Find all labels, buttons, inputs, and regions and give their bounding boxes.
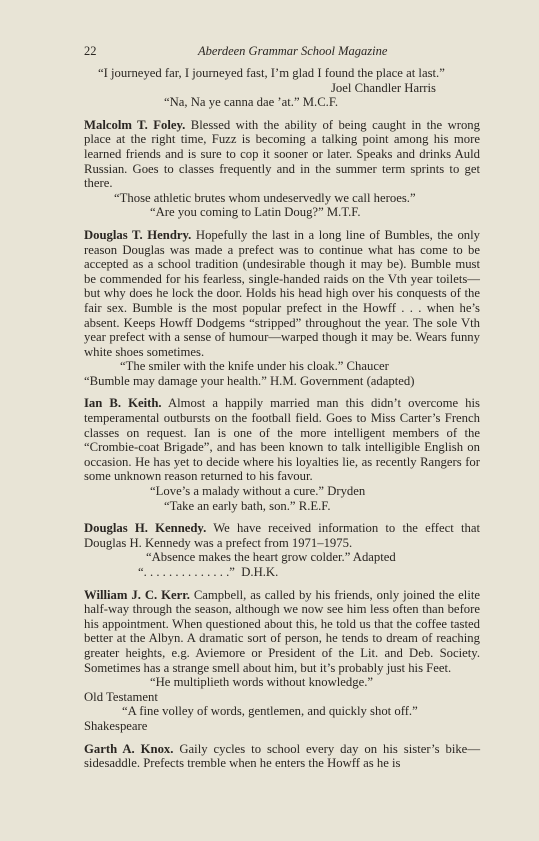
journal-title: Aberdeen Grammar School Magazine [198, 44, 388, 58]
entry-name: Douglas T. Hendry. [84, 227, 192, 242]
entry-text [84, 118, 480, 191]
entry-quote: “A fine volley of words, gentlemen, and quickly shot off.” [122, 704, 418, 719]
entry-text [84, 742, 480, 771]
entry-body: Campbell, as called by his friends, only joined the elite half-way through the season, although we now see him less often than before his appointment. When questioned about this, he told us that the coffee tasted better at the Albyn. A dramatic sort of person, he tends to dream of reaching greater heights, e.g. Aviemore or President of the Lit. and Deb. Society. Sometimes has a strange smell about him, but it’s probably just his Feet. [84, 587, 481, 675]
entry-kennedy [84, 521, 480, 579]
entry-quote-attribution: Old Testament [84, 689, 158, 704]
opening-quote-attribution: Joel Chandler Harris [331, 80, 436, 95]
opening-quote: “I journeyed far, I journeyed fast, I’m glad I found the place at last.” [98, 66, 445, 80]
entry-quote: “He multiplieth words without knowledge.” [150, 675, 374, 690]
page-number: 22 [84, 44, 97, 58]
entry-body: Gaily cycles to school every day on his sister’s bike—sidesaddle. Prefects tremble when he enters the Howff as he is [84, 741, 481, 771]
entry-name: William J. C. Kerr. [84, 587, 190, 602]
entry-quote: “Bumble may damage your health.” H.M. Government (adapted) [84, 373, 415, 388]
entry-text [84, 521, 480, 550]
entry-text [84, 228, 480, 359]
entry-quote: “. . . . . . . . . . . . . .” D.H.K. [138, 565, 279, 579]
running-head [84, 44, 480, 62]
entry-keith [84, 396, 480, 513]
entry-name: Ian B. Keith. [84, 396, 162, 411]
entry-quote: “The smiler with the knife under his cloak.” Chaucer [120, 359, 389, 374]
entry-body: We have received information to the effect that Douglas H. Kennedy was a prefect from 1971–1975. [84, 521, 480, 550]
entry-quote-attribution: Shakespeare [84, 718, 148, 733]
text-column [84, 44, 480, 771]
entry-knox [84, 742, 480, 771]
entry-body: Hopefully the last in a long line of Bumbles, the only reason Douglas was made a prefect was to continue what has come to be accepted as a school tradition (undesirable though it may be). Bumble must be commended for his fearless, single-handed raids on the Vth year toilets—but why does he lock the door. Holds his head high over his conquests of the fair sex. Bumble is the most popular prefect in the Howff . . . when he’s absent. Keeps Howff Dodgems “stripped” throughout the year. The sole Vth year prefect with a sense of humour—warped though it may be. Wears funny white shoes sometimes. [84, 227, 481, 359]
entry-foley [84, 118, 480, 220]
entry-text [84, 396, 480, 484]
entry-quote: “Those athletic brutes whom undeservedly we call heroes.” [114, 190, 416, 205]
entry-quote: “Absence makes the heart grow colder.” Adapted [146, 550, 396, 565]
entry-body: Blessed with the ability of being caught in the wrong place at the right time, Fuzz is becoming a talking point among his more learned friends and is sure to cop it sooner or later. Speaks and drinks Auld Russian. Goes to classes frequently and in the summer term sprints to get there. [84, 117, 480, 191]
entry-name: Douglas H. Kennedy. [84, 521, 207, 536]
entry-name: Malcolm T. Foley. [84, 117, 186, 132]
entry-quote: “Are you coming to Latin Doug?” M.T.F. [150, 205, 361, 220]
entry-quote: “Take an early bath, son.” R.E.F. [164, 498, 331, 513]
entry-hendry [84, 228, 480, 389]
entry-body: Almost a happily married man this didn’t overcome his temperamental outbursts on the football field. Goes to Miss Carter’s French classes on request. Ian is one of the more intelligent members of the “Crombie-coat Brigade”, and has been known to talk intelligible English on occasion. He has yet to decide where his loyalties lie, as recently Rangers for some unknown reason returned to his favour. [84, 396, 480, 484]
opening-quote-second: “Na, Na ye canna dae ’at.” M.C.F. [164, 95, 339, 110]
entry-name: Garth A. Knox. [84, 741, 174, 756]
entry-quote: “Love’s a malady without a cure.” Dryden [150, 484, 366, 499]
entry-kerr [84, 588, 480, 734]
entry-text [84, 588, 480, 676]
